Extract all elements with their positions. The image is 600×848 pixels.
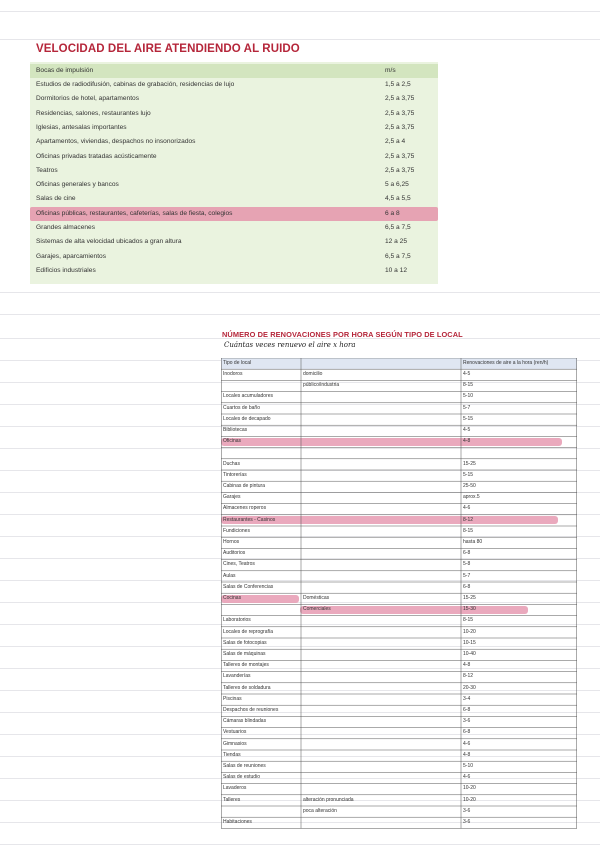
renovaciones-value: aprox.5 bbox=[463, 494, 480, 501]
renovaciones-tipo: Gimnasios bbox=[223, 740, 247, 747]
renovaciones-row bbox=[221, 694, 577, 705]
renovaciones-value: 3-6 bbox=[463, 819, 471, 825]
renovaciones-sub: alteración pronunciada bbox=[303, 796, 354, 803]
velocidad-local: Iglesias, antesalas importantes bbox=[36, 123, 127, 131]
renovaciones-value: 10-20 bbox=[463, 796, 476, 803]
velocidad-header-local: Bocas de impulsión bbox=[36, 67, 94, 74]
renovaciones-tipo: Locales de decapado bbox=[223, 415, 271, 422]
velocidad-value: 12 a 25 bbox=[385, 238, 407, 246]
renovaciones-value: 5-7 bbox=[463, 404, 471, 411]
velocidad-row bbox=[30, 178, 438, 192]
renovaciones-value: 4-6 bbox=[463, 774, 471, 781]
renovaciones-tipo: Tintorerías bbox=[223, 471, 247, 478]
velocidad-value: 5 a 6,25 bbox=[385, 181, 409, 189]
velocidad-row bbox=[30, 164, 438, 178]
renovaciones-row bbox=[221, 380, 577, 391]
renovaciones-value: 15-25 bbox=[463, 595, 476, 601]
renovaciones-row bbox=[221, 492, 577, 503]
renovaciones-row bbox=[221, 660, 577, 671]
renovaciones-value: 5-7 bbox=[463, 572, 471, 579]
renovaciones-value: 6-8 bbox=[463, 729, 471, 736]
notebook-line bbox=[0, 39, 600, 40]
renovaciones-tipo: Cabinas de pintura bbox=[223, 483, 265, 489]
renovaciones-tipo: Inodoros bbox=[223, 371, 243, 377]
velocidad-value: 1,5 a 2,5 bbox=[385, 81, 411, 88]
velocidad-row bbox=[30, 92, 438, 106]
velocidad-row bbox=[30, 107, 438, 121]
velocidad-value: 2,5 a 3,75 bbox=[385, 166, 415, 174]
renovaciones-tipo: Cuartos de baño bbox=[223, 404, 260, 411]
renovaciones-tipo: Talleres de montajes bbox=[223, 662, 269, 669]
velocidad-value: 10 a 12 bbox=[385, 266, 407, 274]
renovaciones-sub: poca alteración bbox=[303, 807, 337, 814]
renovaciones-row bbox=[221, 470, 577, 481]
renovaciones-row bbox=[221, 604, 577, 615]
renovaciones-value: 8-15 bbox=[463, 617, 474, 624]
renovaciones-value: 8-12 bbox=[463, 516, 474, 523]
renovaciones-row bbox=[221, 391, 577, 402]
renovaciones-row bbox=[221, 727, 577, 738]
notebook-line bbox=[0, 314, 600, 315]
velocidad-local: Salas de cine bbox=[36, 195, 76, 203]
velocidad-value: 6,5 a 7,5 bbox=[385, 252, 411, 260]
renovaciones-value: 8-15 bbox=[463, 382, 474, 389]
renovaciones-value: 15-30 bbox=[463, 606, 476, 613]
renovaciones-tipo: Salas de reuniones bbox=[223, 763, 266, 769]
renovaciones-row bbox=[221, 515, 577, 526]
renovaciones-tipo: Tiendas bbox=[223, 751, 241, 758]
renovaciones-value: 4-8 bbox=[463, 751, 471, 758]
velocidad-value: 2,5 a 3,75 bbox=[385, 95, 415, 103]
renovaciones-value: 25-50 bbox=[463, 483, 476, 489]
renovaciones-row bbox=[221, 638, 577, 649]
renovaciones-value: 3-6 bbox=[463, 807, 471, 814]
velocidad-row bbox=[30, 78, 438, 92]
velocidad-value: 6,5 a 7,5 bbox=[385, 224, 411, 231]
renovaciones-row bbox=[221, 795, 577, 806]
velocidad-value: 2,5 a 4 bbox=[385, 138, 406, 146]
velocidad-value: 2,5 a 3,75 bbox=[385, 123, 415, 131]
renovaciones-tipo: Habitaciones bbox=[223, 819, 252, 825]
renovaciones-tipo: Garajes bbox=[223, 494, 241, 501]
renovaciones-value: 5-15 bbox=[463, 471, 474, 478]
velocidad-value: 2,5 a 3,75 bbox=[385, 109, 415, 117]
renovaciones-row bbox=[221, 425, 577, 436]
renovaciones-tipo: Duchas bbox=[223, 460, 240, 467]
renovaciones-row bbox=[221, 414, 577, 425]
renovaciones-row bbox=[221, 817, 577, 828]
velocidad-local: Teatros bbox=[36, 166, 58, 174]
velocidad-table-header bbox=[30, 64, 438, 78]
velocidad-local: Residencias, salones, restaurantes lujo bbox=[36, 109, 151, 117]
renovaciones-tipo: Laboratorios bbox=[223, 617, 251, 624]
renovaciones-row bbox=[221, 772, 577, 783]
velocidad-local: Edificios industriales bbox=[36, 266, 96, 274]
renovaciones-value: 8-15 bbox=[463, 527, 474, 534]
velocidad-row bbox=[30, 207, 438, 221]
velocidad-row bbox=[30, 135, 438, 149]
renovaciones-value: 10-20 bbox=[463, 628, 476, 635]
renovaciones-tipo: Fundiciones bbox=[223, 527, 250, 534]
renovaciones-value: 5-10 bbox=[463, 393, 474, 400]
renovaciones-tipo: Almacenes roperos bbox=[223, 505, 267, 512]
renovaciones-value: 3-6 bbox=[463, 718, 471, 725]
renovaciones-tipo: Despachos de reuniones bbox=[223, 707, 279, 713]
renovaciones-tipo: Salas de fotocopias bbox=[223, 639, 267, 646]
renovaciones-tipo: Vestuarios bbox=[223, 729, 247, 736]
renovaciones-tipo: Salas de estudio bbox=[223, 774, 260, 781]
renovaciones-row bbox=[221, 750, 577, 761]
renovaciones-row bbox=[221, 459, 577, 470]
renovaciones-row bbox=[221, 559, 577, 570]
velocidad-local: Estudios de radiodifusión, cabinas de grabación, residencias de lujo bbox=[36, 81, 235, 88]
renovaciones-row bbox=[221, 481, 577, 492]
renovaciones-tipo: Aulas bbox=[223, 572, 236, 579]
velocidad-value: 4,5 a 5,5 bbox=[385, 195, 411, 203]
notebook-line bbox=[0, 292, 600, 293]
renovaciones-sub: domicilio bbox=[303, 371, 323, 377]
renovaciones-value: 4-8 bbox=[463, 438, 471, 445]
renovaciones-tipo: Piscinas bbox=[223, 695, 242, 702]
velocidad-row bbox=[30, 221, 438, 235]
notebook-line bbox=[0, 844, 600, 845]
velocidad-local: Sistemas de alta velocidad ubicados a gran altura bbox=[36, 238, 182, 246]
velocidad-title: VELOCIDAD DEL AIRE ATENDIENDO AL RUIDO bbox=[36, 43, 300, 55]
renovaciones-tipo: Oficinas bbox=[223, 438, 242, 445]
renovaciones-row bbox=[221, 403, 577, 414]
renovaciones-tipo: Locales acumuladores bbox=[223, 393, 274, 400]
renovaciones-value: 5-10 bbox=[463, 763, 474, 769]
velocidad-row bbox=[30, 250, 438, 264]
renovaciones-row bbox=[221, 582, 577, 593]
renovaciones-tipo: Salas de máquinas bbox=[223, 651, 266, 657]
renovaciones-row bbox=[221, 649, 577, 660]
renovaciones-row bbox=[221, 537, 577, 548]
renovaciones-tipo: Lavanderías bbox=[223, 673, 251, 680]
velocidad-row bbox=[30, 235, 438, 249]
renovaciones-value: 3-4 bbox=[463, 695, 471, 702]
velocidad-local: Oficinas generales y bancos bbox=[36, 181, 119, 189]
renovaciones-row bbox=[221, 548, 577, 559]
renovaciones-value: 15-25 bbox=[463, 460, 476, 467]
renovaciones-value: 10-15 bbox=[463, 639, 476, 646]
renovaciones-header-tipo: Tipo de local bbox=[223, 360, 252, 366]
renovaciones-tipo: Bibliotecas bbox=[223, 427, 248, 433]
renovaciones-value: 6-8 bbox=[463, 583, 471, 590]
renovaciones-tipo: Locales de reprografía bbox=[223, 628, 274, 635]
renovaciones-value: 6-8 bbox=[463, 707, 471, 713]
renovaciones-row bbox=[221, 705, 577, 716]
velocidad-local: Dormitorios de hotel, apartamentos bbox=[36, 95, 139, 103]
renovaciones-row bbox=[221, 716, 577, 727]
renovaciones-value: 5-8 bbox=[463, 561, 471, 568]
renovaciones-tipo: Cocinas bbox=[223, 595, 242, 601]
velocidad-local: Oficinas privadas tratadas acústicamente bbox=[36, 152, 157, 160]
velocidad-row bbox=[30, 192, 438, 206]
renovaciones-row bbox=[221, 593, 577, 604]
renovaciones-value: 5-15 bbox=[463, 415, 474, 422]
velocidad-value: 6 a 8 bbox=[385, 209, 400, 217]
velocidad-row bbox=[30, 264, 438, 278]
renovaciones-row bbox=[221, 683, 577, 694]
renovaciones-value: 6-8 bbox=[463, 550, 471, 557]
renovaciones-value: 4-6 bbox=[463, 740, 471, 747]
renovaciones-row bbox=[221, 761, 577, 772]
renovaciones-header-value: Renovaciones de aire a la hora (ren/h) bbox=[463, 360, 549, 366]
velocidad-local: Apartamentos, viviendas, despachos no insonorizados bbox=[36, 138, 196, 146]
velocidad-local: Garajes, aparcamientos bbox=[36, 252, 107, 260]
handwritten-note: Cuántas veces renuevo el aire x hora bbox=[224, 341, 356, 349]
renovaciones-value: hasta 80 bbox=[463, 539, 483, 545]
velocidad-row bbox=[30, 121, 438, 135]
renovaciones-row bbox=[221, 739, 577, 750]
renovaciones-value: 4-5 bbox=[463, 427, 471, 433]
renovaciones-sub: público/industria bbox=[303, 382, 340, 389]
renovaciones-value: 4-8 bbox=[463, 662, 471, 669]
renovaciones-row bbox=[221, 526, 577, 537]
renovaciones-row bbox=[221, 671, 577, 682]
renovaciones-tipo: Cines, Teatros bbox=[223, 561, 255, 568]
renovaciones-value: 4-6 bbox=[463, 505, 471, 512]
renovaciones-tipo: Restaurantes - Casinos bbox=[223, 516, 276, 523]
renovaciones-value: 20-30 bbox=[463, 684, 476, 691]
renovaciones-sub: Comerciales bbox=[303, 606, 331, 613]
renovaciones-row bbox=[221, 503, 577, 514]
renovaciones-tipo: Talleres de soldadura bbox=[223, 684, 271, 691]
renovaciones-tipo: Salas de Conferencias bbox=[223, 583, 274, 590]
renovaciones-row bbox=[221, 436, 577, 447]
renovaciones-row bbox=[221, 783, 577, 794]
renovaciones-value: 10-20 bbox=[463, 785, 476, 792]
renovaciones-row bbox=[221, 627, 577, 638]
renovaciones-row bbox=[221, 615, 577, 626]
renovaciones-row bbox=[221, 571, 577, 582]
renovaciones-value: 10-40 bbox=[463, 651, 476, 657]
renovaciones-value: 4-5 bbox=[463, 371, 471, 377]
velocidad-row bbox=[30, 150, 438, 164]
renovaciones-tipo: Talleres bbox=[223, 796, 241, 803]
renovaciones-tipo: Auditorios bbox=[223, 550, 246, 557]
velocidad-local: Grandes almacenes bbox=[36, 224, 96, 231]
velocidad-local: Oficinas públicas, restaurantes, cafeterías, salas de fiesta, colegios bbox=[36, 209, 233, 217]
renovaciones-tipo: Hornos bbox=[223, 539, 240, 545]
velocidad-value: 2,5 a 3,75 bbox=[385, 152, 415, 160]
renovaciones-row bbox=[221, 806, 577, 817]
renovaciones-sub: Domésticas bbox=[303, 595, 330, 601]
velocidad-header-unit: m/s bbox=[385, 67, 396, 74]
notebook-line bbox=[0, 11, 600, 12]
renovaciones-row bbox=[221, 447, 577, 458]
renovaciones-row bbox=[221, 369, 577, 380]
renovaciones-value: 8-12 bbox=[463, 673, 474, 680]
renovaciones-title: NÚMERO DE RENOVACIONES POR HORA SEGÚN TIPO DE LOCAL bbox=[222, 330, 463, 339]
renovaciones-tipo: Lavaderos bbox=[223, 785, 247, 792]
renovaciones-tipo: Cámaras blindadas bbox=[223, 718, 267, 725]
